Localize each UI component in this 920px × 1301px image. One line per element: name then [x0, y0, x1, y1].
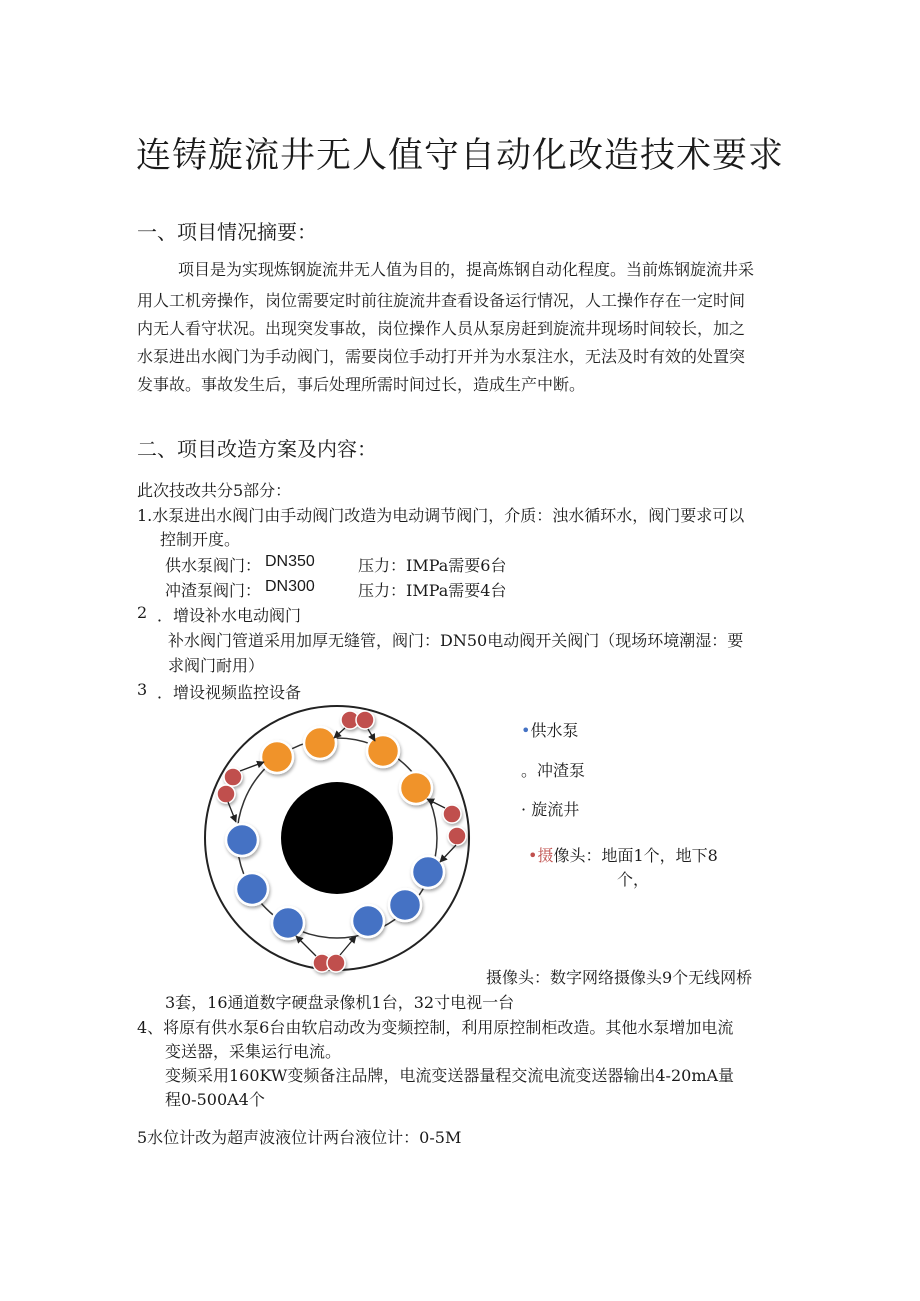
- legend-cyclone-well: · 旋流井: [521, 800, 580, 819]
- item2-number: 2: [137, 603, 148, 622]
- camera-marker: [224, 768, 242, 786]
- page-title: 连铸旋流井无人值守自动化改造技术要求: [135, 136, 784, 176]
- camera-marker: [443, 805, 461, 823]
- legend-bullet: •: [528, 846, 538, 865]
- item3-title: ．增设视频监控设备: [157, 683, 302, 702]
- camera-spec-line: 摄像头：数字网络摄像头9个无线网桥: [486, 968, 753, 987]
- slag-pump-marker: [236, 873, 268, 905]
- legend-supply-pump: •供水泵: [521, 721, 579, 740]
- item3-number: 3: [137, 680, 148, 699]
- item4-detail-line: 变频采用160KW变频备注品牌，电流变送器量程交流电流变送器输出4-20mA量: [165, 1066, 735, 1085]
- slag-pump-marker: [352, 905, 384, 937]
- cyclone-well-layout-diagram: [190, 700, 490, 985]
- item2-line: 求阀门耐用）: [168, 656, 265, 675]
- pump-row-name: 冲渣泵阀门：: [165, 581, 262, 600]
- pump-row-name: 供水泵阀门：: [165, 556, 262, 575]
- section1-line: 项目是为实现炼钢旋流井无人值为目的，提高炼钢自动化程度。当前炼钢旋流井采: [178, 260, 755, 279]
- legend-slag-pump: 。冲渣泵: [521, 761, 586, 780]
- slag-pump-marker: [389, 889, 421, 921]
- item1-line: 控制开度。: [160, 530, 241, 549]
- section1-line: 水泵进出水阀门为手动阀门，需要岗位手动打开并为水泵注水，无法及时有效的处置突: [137, 347, 746, 366]
- item2-title: ．增设补水电动阀门: [157, 606, 302, 625]
- camera-marker: [356, 711, 374, 729]
- pump-row-dn: DN300: [265, 578, 315, 595]
- supply-pump-marker: [367, 735, 399, 767]
- slag-pump-marker: [272, 907, 304, 939]
- pump-row-pressure: 压力：IMPa需要4台: [358, 581, 507, 600]
- item5-line: 5水位计改为超声波液位计两台液位计：0-5M: [137, 1128, 462, 1147]
- camera-marker: [217, 785, 235, 803]
- slag-pump-marker: [412, 856, 444, 888]
- pump-row-pressure: 压力：IMPa需要6台: [358, 556, 507, 575]
- legend-camera: •摄像头：地面1个，地下8: [528, 846, 718, 865]
- section2-heading: 二、项目改造方案及内容：: [137, 437, 377, 461]
- supply-pump-marker: [261, 741, 293, 773]
- section1-line: 发事故。事故发生后，事后处理所需时间过长，造成生产中断。: [137, 375, 586, 394]
- section2-intro: 此次技改共分5部分：: [137, 481, 292, 500]
- item4-detail-line: 程0-500A4个: [165, 1090, 265, 1109]
- item2-line: 补水阀门管道采用加厚无缝管，阀门：DN50电动阀开关阀门（现场环境潮湿：要: [168, 631, 744, 650]
- legend-bullet: ·: [521, 800, 527, 819]
- item1-line: 1.水泵进出水阀门由手动阀门改造为电动调节阀门，介质：浊水循环水，阀门要求可以: [137, 506, 745, 525]
- slag-pump-marker: [226, 824, 258, 856]
- camera-spec-line: 3套，16通道数字硬盘录像机1台，32寸电视一台: [165, 993, 515, 1012]
- camera-marker: [327, 954, 345, 972]
- section1-line: 内无人看守状况。出现突发事故，岗位操作人员从泵房赶到旋流井现场时间较长，加之: [137, 319, 746, 338]
- item4-line: 变送器，采集运行电流。: [165, 1042, 342, 1061]
- supply-pump-marker: [304, 727, 336, 759]
- legend-bullet: •: [521, 721, 531, 740]
- legend-camera-line2: 个，: [617, 870, 650, 889]
- item4-line: 4、将原有供水泵6台由软启动改为变频控制，利用原控制柜改造。其他水泵增加电流: [137, 1018, 734, 1037]
- pump-row-dn: DN350: [265, 553, 315, 570]
- section1-line: 用人工机旁操作，岗位需要定时前往旋流井查看设备运行情况，人工操作存在一定时间: [137, 291, 746, 310]
- section1-heading: 一、项目情况摘要：: [137, 220, 317, 244]
- cyclone-well-core: [281, 782, 393, 894]
- legend-bullet: 。: [521, 761, 538, 780]
- camera-marker: [448, 827, 466, 845]
